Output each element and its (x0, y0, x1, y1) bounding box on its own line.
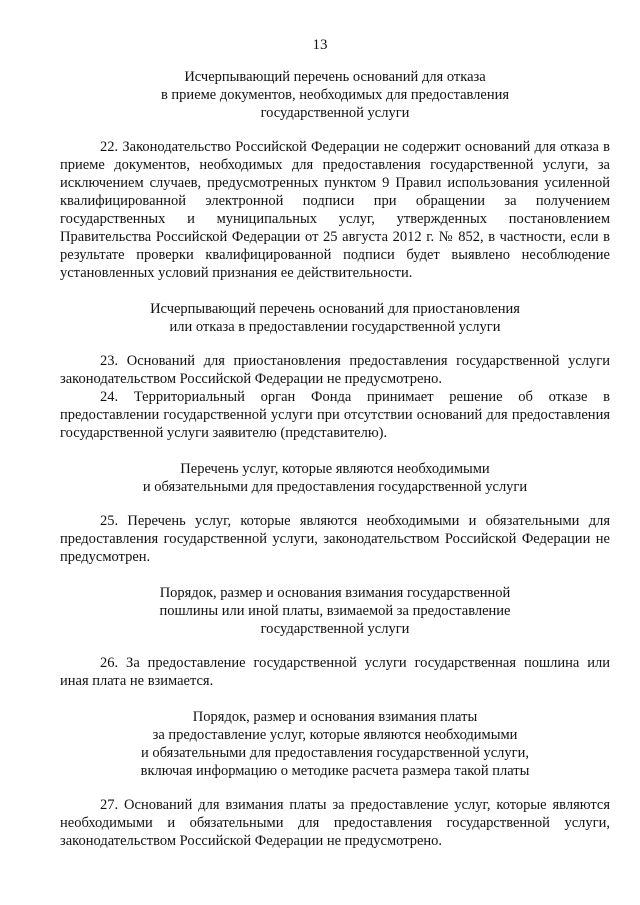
heading-line: пошлины или иной платы, взимаемой за предоставление (159, 603, 511, 619)
heading-line: или отказа в предоставлении государственной услуги (169, 319, 501, 335)
heading-line: государственной услуги (260, 105, 410, 121)
paragraph-27: 27. Оснований для взимания платы за предоставление услуг, которые являются необходимыми и обязательными для предоставления государственной услуги, законодательством Российской Федерации не предусмотрено. (60, 797, 610, 849)
heading-line: включая информацию о методике расчета размера такой платы (140, 763, 530, 779)
document-body (60, 68, 610, 850)
section-heading (60, 460, 610, 496)
section-heading (60, 708, 610, 780)
paragraph-25: 25. Перечень услуг, которые являются необходимыми и обязательными для предоставления государственной услуги, законодательством Российской Федерации не предусмотрен. (60, 513, 610, 565)
heading-line: государственной услуги (260, 621, 410, 637)
section-heading (60, 300, 610, 336)
heading-line: Исчерпывающий перечень оснований для приостановления (150, 301, 520, 317)
heading-line: в приеме документов, необходимых для предоставления (160, 87, 510, 103)
paragraph-22: 22. Законодательство Российской Федерации не содержит оснований для отказа в приеме документов, необходимых для предоставления государственной услуги, за исключением случаев, предусмотренных пунктом 9 Правил использования усиленной квалифицированной электронной подписи при обращении за получением государственных и муниципальных услуг, утвержденных постановлением Правительства Российской Федерации от 25 августа 2012 г. № 852, в частности, если в результате проверки квалифицированной подписи будет выявлено несоблюдение установленных условий признания ее действительности. (60, 139, 610, 281)
paragraph-24: 24. Территориальный орган Фонда принимает решение об отказе в предоставлении государственной услуги при отсутствии оснований для предоставления государственной услуги заявителю (представителю). (60, 389, 610, 441)
paragraph-26: 26. За предоставление государственной услуги государственная пошлина или иная плата не взимается. (60, 655, 610, 689)
paragraph-23: 23. Оснований для приостановления предоставления государственной услуги законодательством Российской Федерации не предусмотрено. (60, 353, 610, 387)
section-heading (60, 68, 610, 122)
page-number: 13 (312, 37, 328, 53)
heading-line: и обязательными для предоставления государственной услуги, (141, 745, 529, 761)
heading-line: Порядок, размер и основания взимания платы (192, 709, 478, 725)
heading-line: и обязательными для предоставления государственной услуги (142, 479, 528, 495)
heading-line: за предоставление услуг, которые являются необходимыми (152, 727, 518, 743)
heading-line: Исчерпывающий перечень оснований для отказа (184, 69, 486, 85)
heading-line: Перечень услуг, которые являются необходимыми (180, 461, 490, 477)
section-heading (60, 584, 610, 638)
heading-line: Порядок, размер и основания взимания государственной (159, 585, 511, 601)
